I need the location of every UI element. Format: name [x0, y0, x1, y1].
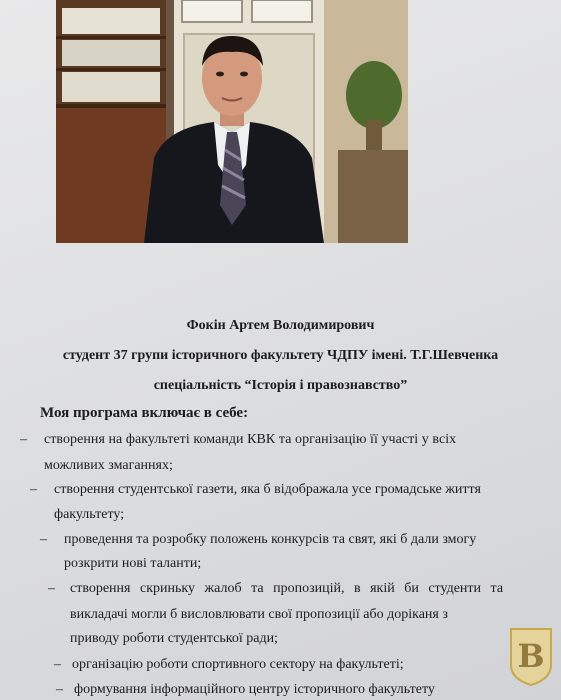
candidate-affiliation: студент 37 групи історичного факультету ЧДПУ імені. Т.Г.Шевченка: [62, 348, 499, 363]
list-item-line: факультету;: [54, 507, 125, 522]
list-item-line: створення на факультеті команди КВК та організацію її участі у всіх: [44, 432, 457, 447]
program-heading: Моя програма включає в себе:: [40, 405, 249, 421]
bullet-dash: –: [54, 657, 61, 672]
bullet-dash: –: [48, 581, 55, 596]
shield-logo-icon: [507, 625, 555, 687]
list-item-line: створення студентської газети, яка б відображала усе громадське життя: [54, 482, 481, 497]
bullet-dash: –: [30, 482, 37, 497]
list-item-line: приводу роботи студентської ради;: [70, 631, 278, 646]
bullet-dash: –: [40, 532, 47, 547]
list-item-line: можливих змаганнях;: [44, 458, 173, 473]
bullet-dash: –: [20, 432, 27, 447]
bullet-dash: –: [56, 682, 63, 697]
candidate-name: Фокін Артем Володимирович: [186, 318, 375, 333]
list-item-line: організацію роботи спортивного сектору на факультеті;: [72, 657, 404, 672]
list-item-line: викладачі могли б висловлювати свої пропозиції або доріканя з: [70, 607, 448, 622]
list-item-line: розкрити нові таланти;: [64, 556, 202, 571]
logo-letter: В: [517, 637, 545, 675]
watermark-logo: [507, 625, 555, 687]
list-item-line: проведення та розробку положень конкурсів та свят, які б дали змогу: [64, 532, 477, 547]
list-item-line: створення скриньку жалоб та пропозицій, в якій би студенти та: [70, 581, 504, 596]
candidate-specialty: спеціальність “Історія і правознавство”: [153, 378, 408, 393]
list-item-line: формування інформаційного центру історичного факультету: [74, 682, 435, 697]
